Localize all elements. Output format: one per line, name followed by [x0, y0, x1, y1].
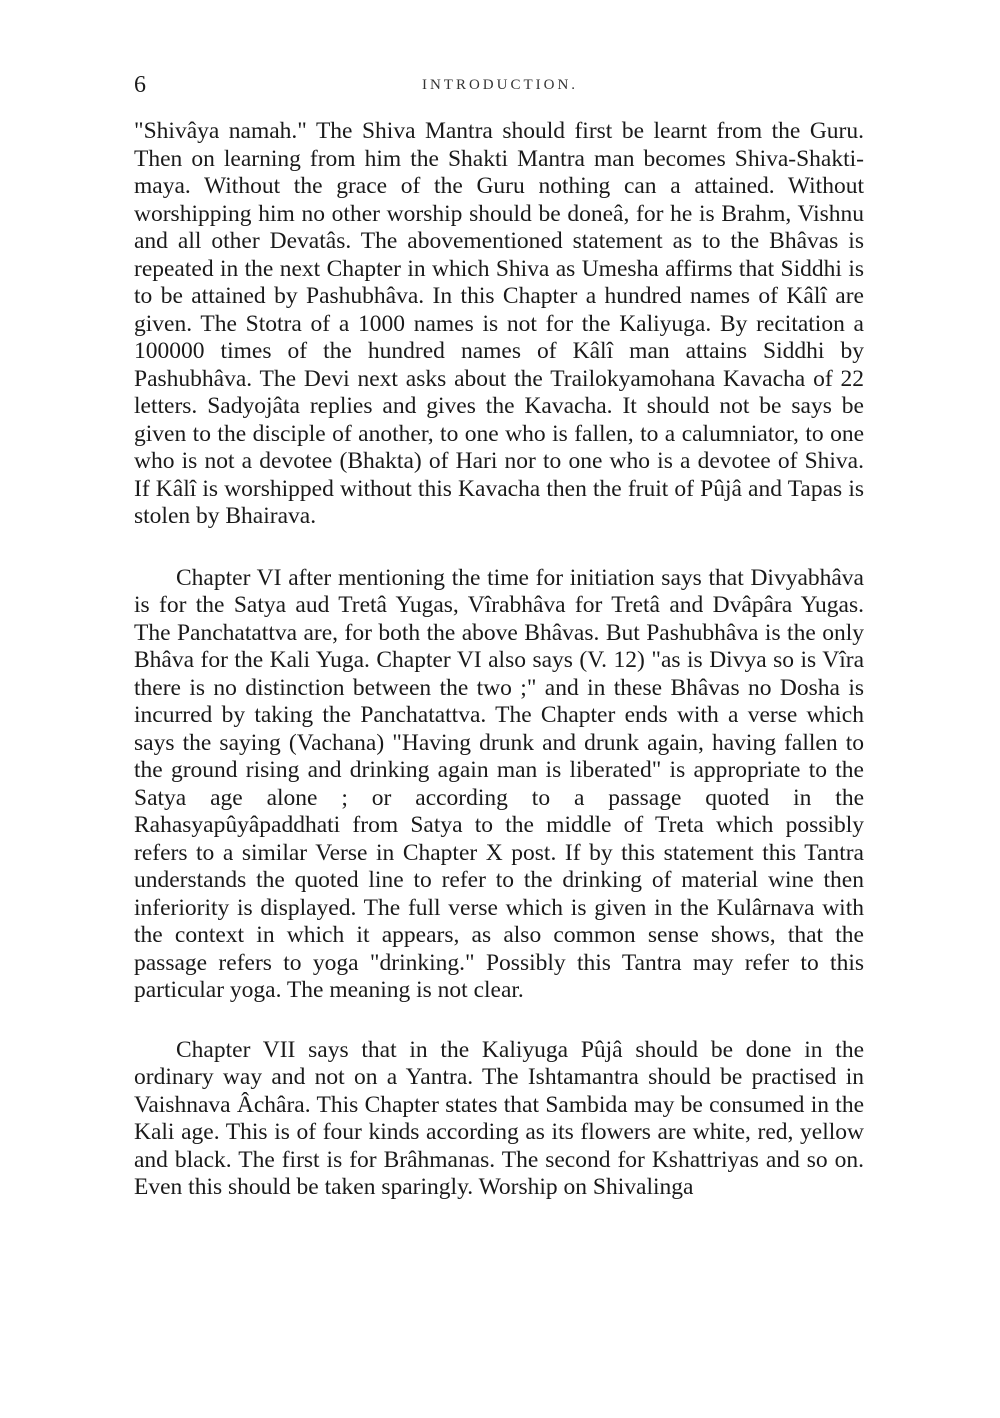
paragraph: "Shivâya namah." The Shiva Mantra should first be learnt from the Guru. Then on learning from him the Shakti Mantra man becomes Shiva-Shakti-maya. Without the grace of the Guru nothing can a attained. Without worshipping him no other worship should be doneâ, for he is Brahm, Vishnu and all other Devatâs. The abovementioned statement as to the Bhâvas is repeated in the next Chapter in which Shiva as Umesha affirms that Siddhi is to be attained by Pashubhâva. In this Chapter a hundred names of Kâlî are given. The Stotra of a 1000 names is not for the Kaliyuga. By recitation a 100000 times of the hundred names of Kâlî man attains Siddhi by Pashubhâva. The Devi next asks about the Trailokyamohana Kavacha of 22 letters. Sadyojâta replies and gives the Kavacha. It should not be says be given to the disciple of another, to one who is fallen, to a calumniator, to one who is not a devotee (Bhakta) of Hari nor to one who is a devotee of Shiva. If Kâlî is worshipped without this Kavacha then the fruit of Pûjâ and Tapas is stolen by Bhairava.: [134, 118, 864, 529]
paragraph: Chapter VII says that in the Kaliyuga Pûjâ should be done in the ordinary way and not on a Yantra. The Ishtamantra should be practised in Vaishnava Âchâra. This Chapter states that Sambida may be consumed in the Kali age. This is of four kinds according as its flowers are white, red, yellow and black. The first is for Brâhmanas. The second for Kshattriyas and so on. Even this should be taken sparingly. Worship on Shivalinga: [134, 1036, 864, 1200]
page-header: [134, 70, 866, 100]
running-head: INTRODUCTION.: [421, 77, 579, 93]
page-number: 6: [134, 72, 146, 98]
page-body: [134, 118, 864, 1202]
paragraph: Chapter VI after mentioning the time for initiation says that Divyabhâva is for the Satya aud Tretâ Yugas, Vîrabhâva for Tretâ and Dvâpâra Yugas. The Panchatattva are, for both the above Bhâvas. But Pashubhâva is the only Bhâva for the Kali Yuga. Chapter VI also says (V. 12) "as is Divya so is Vîra there is no distinction between the two ;" and in these Bhâvas no Dosha is incurred by taking the Panchatattva. The Chapter ends with a verse which says the saying (Vachana) "Having drunk and drunk again, having fallen to the ground rising and drinking again man is liberated" is appropriate to the Satya age alone ; or according to a passage quoted in the Rahasyapûyâpaddhati from Satya to the middle of Treta which possibly refers to a similar Verse in Chapter X post. If by this statement this Tantra understands the quoted line to refer to the drinking of material wine then inferiority is displayed. The full verse which is given in the Kulârnava with the context in which it appears, as also common sense shows, that the passage refers to yoga "drinking." Possibly this Tantra may refer to this particular yoga. The meaning is not clear.: [134, 564, 864, 1003]
